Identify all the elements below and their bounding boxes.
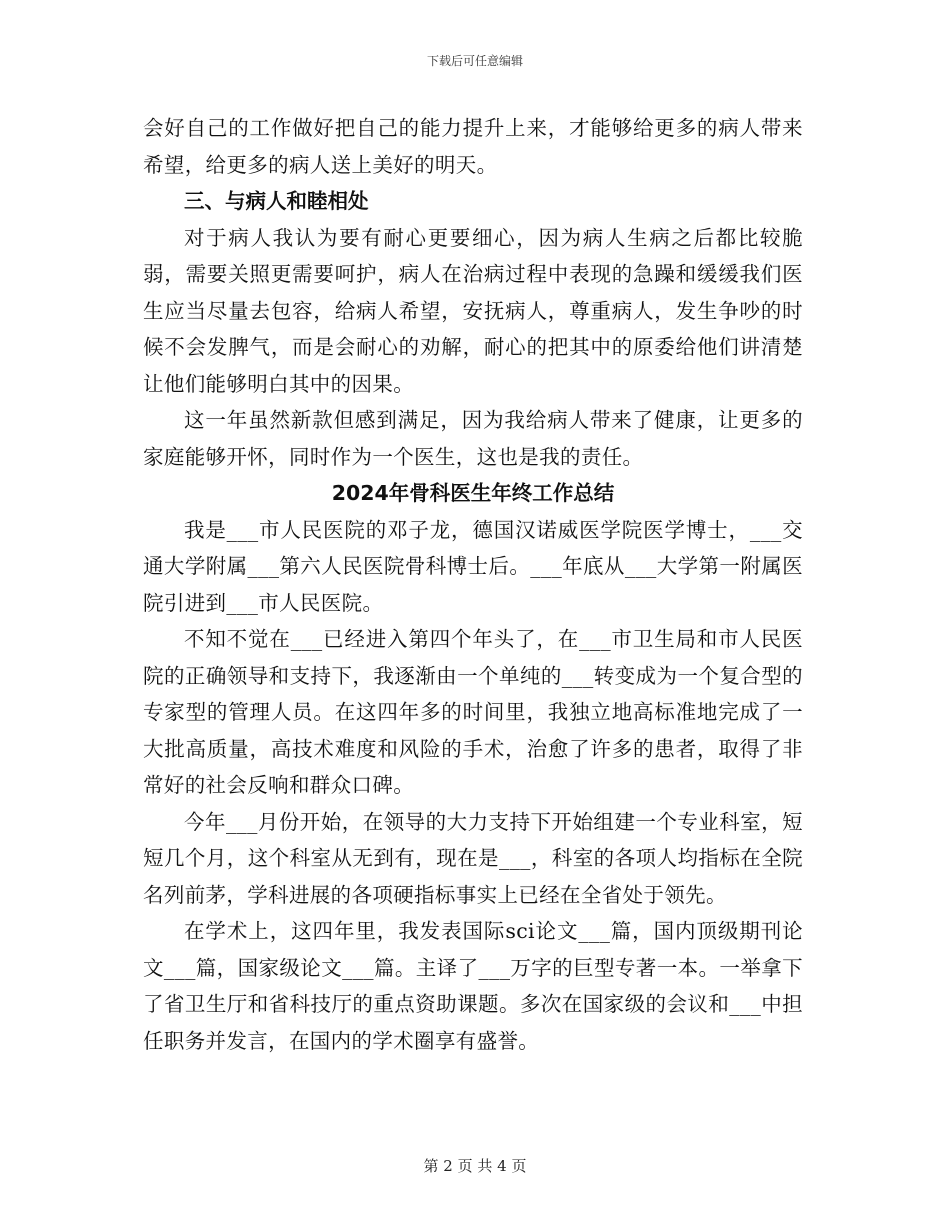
page-footer-number: 第 2 页 共 4 页 (423, 1157, 527, 1175)
paragraph-career-progress: 不知不觉在___已经进入第四个年头了，在___市卫生局和市人民医院的正确领导和支持下，我逐渐由一个单纯的___转变成为一个复合型的专家型的管理人员。在这四年多的时间里，我独立地高标准地完成了一大批高质量，高技术难度和风险的手术，治愈了许多的患者，取得了非常好的社会反响和群众口碑。 (143, 627, 803, 797)
paragraph-department-building: 今年___月份开始，在领导的大力支持下开始组建一个专业科室，短短几个月，这个科室从无到有，现在是___，科室的各项人均指标在全院名列前茅，学科进展的各项硬指标事实上已经在全省处于领先。 (143, 809, 803, 907)
paragraph-patient-care: 对于病人我认为要有耐心更要细心，因为病人生病之后都比较脆弱，需要关照更需要呵护，病人在治病过程中表现的急躁和缓缓我们医生应当尽量去包容，给病人希望，安抚病人，尊重病人，发生争吵的时候不会发脾气，而是会耐心的劝解，耐心的把其中的原委给他们讲清楚让他们能够明白其中的因果。 (143, 225, 803, 396)
paragraph-year-reflection: 这一年虽然新款但感到满足，因为我给病人带来了健康，让更多的家庭能够开怀，同时作为一个医生，这也是我的责任。 (143, 408, 803, 469)
paragraph-introduction: 我是___市人民医院的邓子龙，德国汉诺威医学院医学博士，___交通大学附属___第六人民医院骨科博士后。___年底从___大学第一附属医院引进到___市人民医院。 (143, 517, 803, 615)
paragraph-continuation: 会好自己的工作做好把自己的能力提升上来，才能够给更多的病人带来希望，给更多的病人送上美好的明天。 (143, 116, 803, 177)
section-heading-3: 三、与病人和睦相处 (184, 189, 369, 213)
document-title: 2024年骨科医生年终工作总结 (331, 481, 615, 505)
page-header-note: 下载后可任意编辑 (426, 54, 523, 68)
paragraph-academic-achievements: 在学术上，这四年里，我发表国际sci论文___篇，国内顶级期刊论文___篇，国家级论文___篇。主译了___万字的巨型专著一本。一举拿下了省卫生厅和省科技厅的重点资助课题。多次在国家级的会议和___中担任职务并发言，在国内的学术圈享有盛誉。 (143, 919, 803, 1053)
document-body (143, 110, 803, 1059)
